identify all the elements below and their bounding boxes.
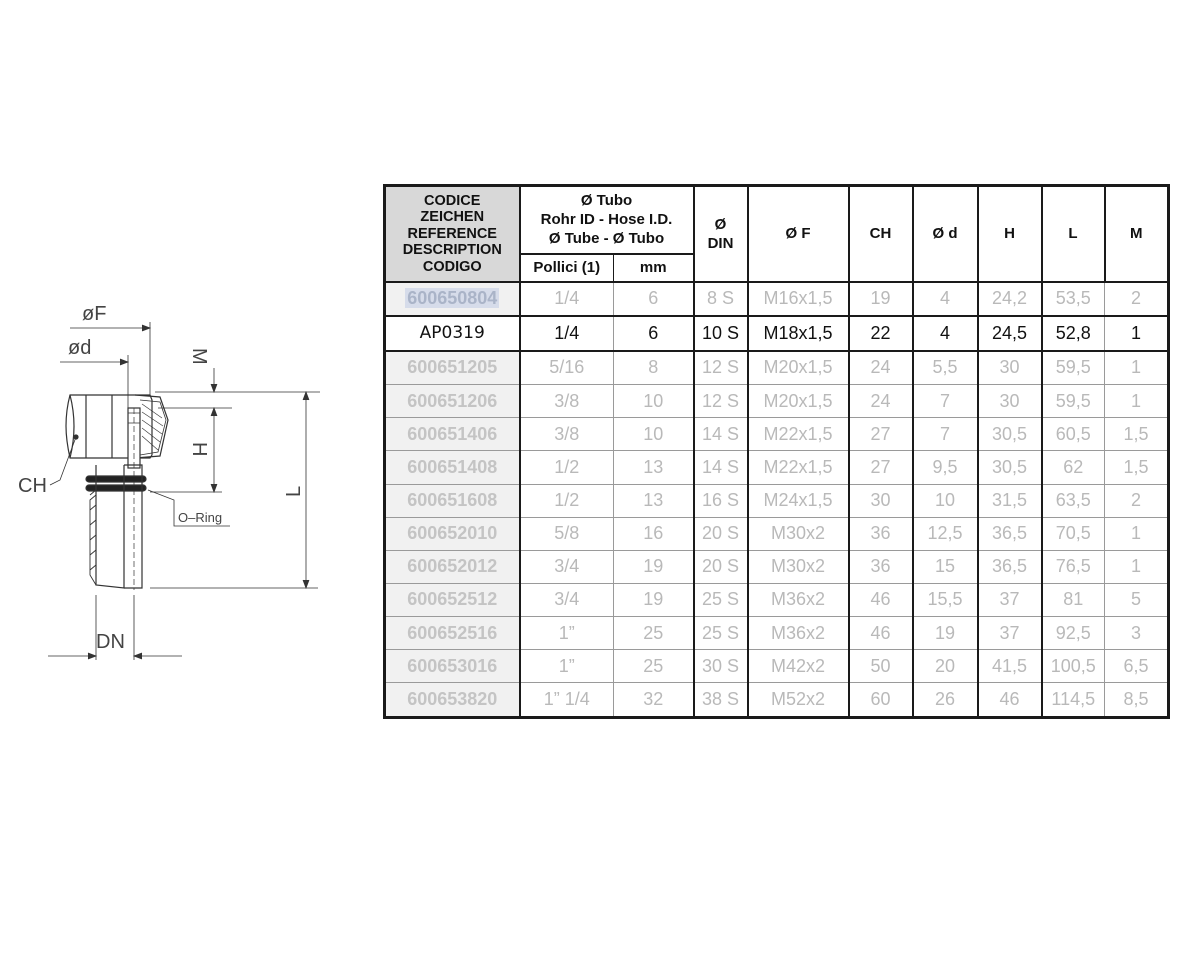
cell-din: 38 S bbox=[694, 683, 748, 718]
cell-d: 26 bbox=[913, 683, 978, 718]
cell-inch: 5/16 bbox=[520, 351, 614, 385]
header-din: Ø DIN bbox=[694, 186, 748, 282]
cell-m: 3 bbox=[1105, 617, 1169, 650]
table-row bbox=[385, 683, 1169, 718]
cell-din: 20 S bbox=[694, 550, 748, 583]
specification-table bbox=[383, 184, 1170, 719]
cell-ch: 30 bbox=[849, 484, 913, 517]
cell-m: 1 bbox=[1105, 517, 1169, 550]
cell-d: 4 bbox=[913, 282, 978, 317]
header-l: L bbox=[1042, 186, 1105, 282]
cell-inch: 1/2 bbox=[520, 484, 614, 517]
table-row bbox=[385, 451, 1169, 484]
table-row bbox=[385, 583, 1169, 616]
cell-ch: 27 bbox=[849, 418, 913, 451]
cell-m: 1 bbox=[1105, 316, 1169, 351]
cell-mm: 13 bbox=[614, 451, 694, 484]
cell-mm: 19 bbox=[614, 550, 694, 583]
cell-code: 600652512 bbox=[385, 583, 520, 616]
cell-d: 19 bbox=[913, 617, 978, 650]
cell-h: 24,2 bbox=[978, 282, 1042, 317]
cell-d: 20 bbox=[913, 650, 978, 683]
header-codice: CODICE ZEICHEN REFERENCE DESCRIPTION CODIGO bbox=[385, 186, 520, 282]
cell-ch: 22 bbox=[849, 316, 913, 351]
cell-ch: 46 bbox=[849, 583, 913, 616]
cell-d: 9,5 bbox=[913, 451, 978, 484]
cell-h: 30,5 bbox=[978, 418, 1042, 451]
cell-f: M30x2 bbox=[748, 550, 849, 583]
cell-ch: 36 bbox=[849, 550, 913, 583]
cell-din: 12 S bbox=[694, 385, 748, 418]
cell-m: 5 bbox=[1105, 583, 1169, 616]
cell-d: 10 bbox=[913, 484, 978, 517]
cell-f: M36x2 bbox=[748, 617, 849, 650]
header-ch: CH bbox=[849, 186, 913, 282]
cell-m: 2 bbox=[1105, 484, 1169, 517]
cell-l: 59,5 bbox=[1042, 351, 1105, 385]
cell-d: 5,5 bbox=[913, 351, 978, 385]
cell-l: 92,5 bbox=[1042, 617, 1105, 650]
cell-d: 15 bbox=[913, 550, 978, 583]
cell-inch: 3/4 bbox=[520, 583, 614, 616]
cell-ch: 46 bbox=[849, 617, 913, 650]
cell-h: 36,5 bbox=[978, 517, 1042, 550]
cell-mm: 10 bbox=[614, 385, 694, 418]
cell-code bbox=[385, 282, 520, 317]
cell-mm: 25 bbox=[614, 650, 694, 683]
cell-f: M52x2 bbox=[748, 683, 849, 718]
cell-d: 15,5 bbox=[913, 583, 978, 616]
cell-code: 600651608 bbox=[385, 484, 520, 517]
cell-l: 81 bbox=[1042, 583, 1105, 616]
cell-code: 600651205 bbox=[385, 351, 520, 385]
header-d: Ø d bbox=[913, 186, 978, 282]
cell-f: M24x1,5 bbox=[748, 484, 849, 517]
label-f: øF bbox=[82, 303, 107, 325]
label-dn: DN bbox=[96, 631, 125, 653]
cell-f: M30x2 bbox=[748, 517, 849, 550]
cell-mm: 32 bbox=[614, 683, 694, 718]
cell-l: 100,5 bbox=[1042, 650, 1105, 683]
cell-din: 25 S bbox=[694, 617, 748, 650]
fitting-technical-drawing bbox=[0, 280, 305, 680]
cell-m: 8,5 bbox=[1105, 683, 1169, 718]
cell-din: 30 S bbox=[694, 650, 748, 683]
cell-code: 600653820 bbox=[385, 683, 520, 718]
cell-code: 600651406 bbox=[385, 418, 520, 451]
cell-f: M18x1,5 bbox=[748, 316, 849, 351]
cell-m: 1 bbox=[1105, 385, 1169, 418]
table-row bbox=[385, 418, 1169, 451]
fitting-cone bbox=[128, 408, 140, 590]
cell-h: 37 bbox=[978, 617, 1042, 650]
header-pollici: Pollici (1) bbox=[520, 254, 614, 282]
cell-ch: 60 bbox=[849, 683, 913, 718]
cell-ch: 24 bbox=[849, 351, 913, 385]
cell-h: 37 bbox=[978, 583, 1042, 616]
cell-mm: 19 bbox=[614, 583, 694, 616]
cell-m: 6,5 bbox=[1105, 650, 1169, 683]
cell-d: 7 bbox=[913, 385, 978, 418]
cell-m: 1,5 bbox=[1105, 418, 1169, 451]
cell-d: 7 bbox=[913, 418, 978, 451]
cell-m: 2 bbox=[1105, 282, 1169, 317]
cell-m: 1 bbox=[1105, 550, 1169, 583]
cell-f: M36x2 bbox=[748, 583, 849, 616]
cell-h: 24,5 bbox=[978, 316, 1042, 351]
cell-ch: 27 bbox=[849, 451, 913, 484]
cell-mm: 6 bbox=[614, 316, 694, 351]
nut-outline bbox=[66, 395, 168, 458]
cell-inch: 3/4 bbox=[520, 550, 614, 583]
cell-ch: 50 bbox=[849, 650, 913, 683]
cell-h: 30,5 bbox=[978, 451, 1042, 484]
cell-din: 20 S bbox=[694, 517, 748, 550]
cell-l: 59,5 bbox=[1042, 385, 1105, 418]
cell-code: 600652516 bbox=[385, 617, 520, 650]
selected-code-text: 600650804 bbox=[407, 288, 498, 309]
cell-l: 70,5 bbox=[1042, 517, 1105, 550]
cell-din: 8 S bbox=[694, 282, 748, 317]
cell-inch: 3/8 bbox=[520, 418, 614, 451]
cell-f: M42x2 bbox=[748, 650, 849, 683]
label-o-ring: O–Ring bbox=[178, 510, 223, 525]
table-row bbox=[385, 484, 1169, 517]
table-row bbox=[385, 316, 1169, 351]
cell-code: AP0319 bbox=[385, 316, 520, 351]
header-tubo: Ø Tubo Rohr ID - Hose I.D. Ø Tube - Ø Tubo bbox=[520, 186, 694, 254]
table-row bbox=[385, 282, 1169, 317]
table-row bbox=[385, 351, 1169, 385]
label-h: H bbox=[188, 442, 210, 457]
cell-ch: 19 bbox=[849, 282, 913, 317]
cell-l: 52,8 bbox=[1042, 316, 1105, 351]
cell-m: 1 bbox=[1105, 351, 1169, 385]
cell-h: 30 bbox=[978, 385, 1042, 418]
label-ch: CH bbox=[18, 475, 47, 497]
header-f: Ø F bbox=[748, 186, 849, 282]
cell-din: 12 S bbox=[694, 351, 748, 385]
cell-d: 12,5 bbox=[913, 517, 978, 550]
cell-mm: 10 bbox=[614, 418, 694, 451]
cell-h: 46 bbox=[978, 683, 1042, 718]
header-m: M bbox=[1105, 186, 1169, 282]
cell-l: 63,5 bbox=[1042, 484, 1105, 517]
cell-f: M20x1,5 bbox=[748, 351, 849, 385]
o-ring-shape bbox=[86, 476, 146, 491]
cell-inch: 1/2 bbox=[520, 451, 614, 484]
cell-din: 14 S bbox=[694, 418, 748, 451]
cell-mm: 16 bbox=[614, 517, 694, 550]
label-m: M bbox=[188, 348, 210, 365]
cell-d: 4 bbox=[913, 316, 978, 351]
cell-ch: 36 bbox=[849, 517, 913, 550]
cell-mm: 8 bbox=[614, 351, 694, 385]
cell-inch: 1” bbox=[520, 650, 614, 683]
cell-inch: 1/4 bbox=[520, 282, 614, 317]
cell-h: 30 bbox=[978, 351, 1042, 385]
cell-h: 31,5 bbox=[978, 484, 1042, 517]
label-d: ød bbox=[68, 337, 92, 359]
cell-f: M22x1,5 bbox=[748, 451, 849, 484]
table-row bbox=[385, 517, 1169, 550]
table-row bbox=[385, 650, 1169, 683]
cell-l: 53,5 bbox=[1042, 282, 1105, 317]
table-row bbox=[385, 550, 1169, 583]
cell-h: 41,5 bbox=[978, 650, 1042, 683]
cell-m: 1,5 bbox=[1105, 451, 1169, 484]
cell-din: 14 S bbox=[694, 451, 748, 484]
cell-code: 600651206 bbox=[385, 385, 520, 418]
cell-inch: 1” 1/4 bbox=[520, 683, 614, 718]
table-row bbox=[385, 617, 1169, 650]
cell-l: 76,5 bbox=[1042, 550, 1105, 583]
cell-l: 60,5 bbox=[1042, 418, 1105, 451]
cell-code: 600651408 bbox=[385, 451, 520, 484]
header-mm: mm bbox=[614, 254, 694, 282]
cell-inch: 3/8 bbox=[520, 385, 614, 418]
header-h: H bbox=[978, 186, 1042, 282]
cell-code: 600653016 bbox=[385, 650, 520, 683]
cell-mm: 6 bbox=[614, 282, 694, 317]
table-row bbox=[385, 385, 1169, 418]
cell-h: 36,5 bbox=[978, 550, 1042, 583]
cell-code: 600652010 bbox=[385, 517, 520, 550]
cell-f: M22x1,5 bbox=[748, 418, 849, 451]
cell-f: M20x1,5 bbox=[748, 385, 849, 418]
cell-f: M16x1,5 bbox=[748, 282, 849, 317]
cell-mm: 25 bbox=[614, 617, 694, 650]
cell-ch: 24 bbox=[849, 385, 913, 418]
cell-inch: 1/4 bbox=[520, 316, 614, 351]
cell-din: 10 S bbox=[694, 316, 748, 351]
cell-inch: 5/8 bbox=[520, 517, 614, 550]
cell-din: 25 S bbox=[694, 583, 748, 616]
cell-inch: 1” bbox=[520, 617, 614, 650]
cell-code: 600652012 bbox=[385, 550, 520, 583]
cell-l: 114,5 bbox=[1042, 683, 1105, 718]
cell-din: 16 S bbox=[694, 484, 748, 517]
cell-mm: 13 bbox=[614, 484, 694, 517]
cell-l: 62 bbox=[1042, 451, 1105, 484]
label-l: L bbox=[283, 485, 305, 497]
